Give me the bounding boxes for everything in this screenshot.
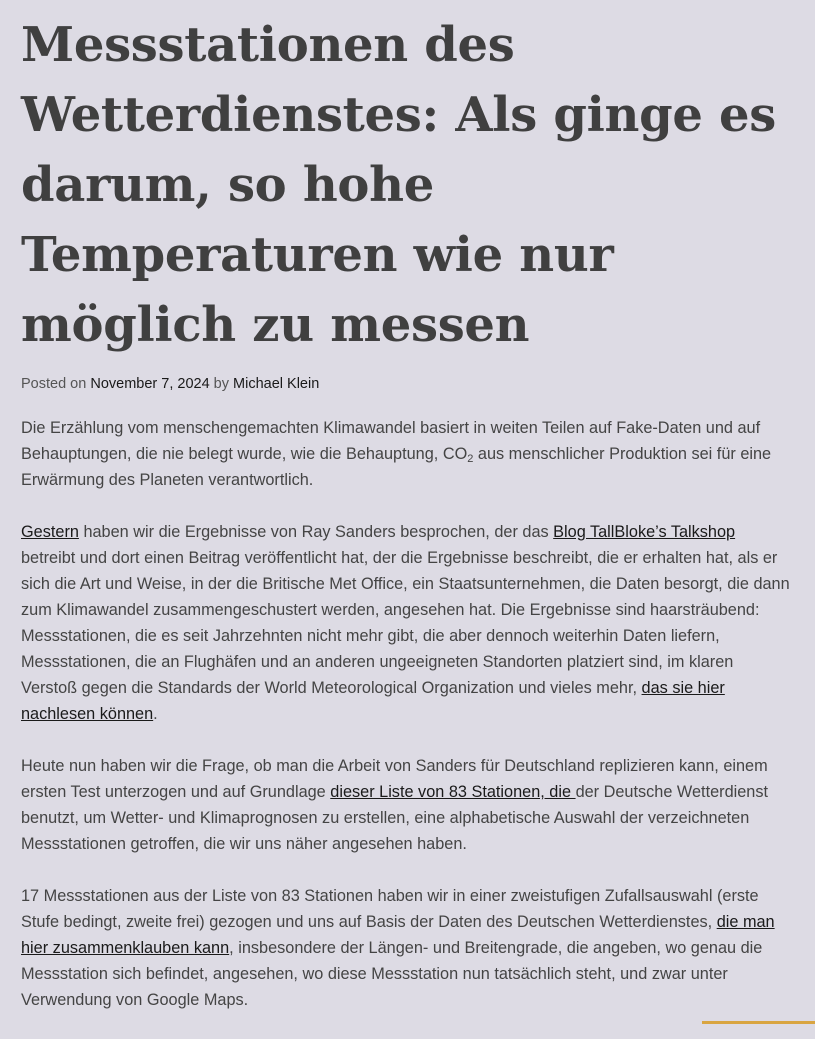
post-meta	[21, 374, 791, 394]
paragraph-1-text-b: aus menschlicher Produktion sei für eine Erwärmung des Planeten verantwortlich.	[21, 445, 772, 489]
by-label: by	[213, 376, 229, 392]
tallbloke-blog-link[interactable]: Blog TallBloke’s Talkshop	[553, 523, 736, 541]
paragraph-2-text-b: betreibt und dort einen Beitrag veröffentlicht hat, der die Ergebnisse beschreibt, die er erhalten hat, als er sich die Art und Weise, in der die Britische Met Office, ein Staatsunternehmen, die Daten besorgt, die dann zum Klimawandel zusammengeschustert werden, angesehen hat. Die Ergebnisse sind haarsträubend: Messstationen, die es seit Jahrzehnten nicht mehr gibt, die aber dennoch weiterhin Daten liefern, Messstationen, die an Flughäfen und an anderen ungeeigneten Standorten platziert sind, im klaren Verstoß gegen die Standards der World Meteorological Organization und vieles mehr,	[21, 549, 790, 697]
station-list-link[interactable]: dieser Liste von 83 Stationen, die	[330, 783, 576, 801]
paragraph-4	[21, 883, 791, 1013]
paragraph-4-text-a: 17 Messstationen aus der Liste von 83 Stationen haben wir in einer zweistufigen Zufallsauswahl (erste Stufe bedingt, zweite frei) gezogen und uns auf Basis der Daten des Deutschen Wetterdienstes,	[21, 887, 759, 931]
paragraph-2-text-c: .	[153, 705, 158, 723]
paragraph-3-text-b: der Deutsche Wetterdienst benutzt, um Wetter- und Klimaprognosen zu erstellen, eine alphabetische Auswahl der verzeichneten Messstationen getroffen, die wir uns näher angesehen haben.	[21, 783, 769, 853]
article-title: Messstationen des Wetterdienstes: Als ginge es darum, so hohe Temperaturen wie nur möglich zu messen	[21, 17, 777, 353]
article	[21, 10, 791, 1039]
paragraph-2	[21, 519, 791, 727]
paragraph-1	[21, 415, 791, 493]
author-link[interactable]: Michael Klein	[233, 376, 320, 392]
paragraph-2-text-a: haben wir die Ergebnisse von Ray Sanders besprochen, der das	[78, 523, 554, 541]
paragraph-3-text-a: Heute nun haben wir die Frage, ob man die Arbeit von Sanders für Deutschland replizieren kann, einem ersten Test unterzogen und auf Grundlage	[21, 757, 768, 801]
paragraph-3	[21, 753, 791, 857]
paragraph-1-text-a: Die Erzählung vom menschengemachten Klimawandel basiert in weiten Teilen auf Fake-Daten und auf Behauptungen, die nie belegt wurde, wie die Behauptung, CO	[21, 419, 761, 463]
paragraph-4-text-b: , insbesondere der Längen- und Breitengrade, die angeben, wo genau die Messstation sich befindet, angesehen, wo diese Messstation nun tatsächlich steht, und zwar unter Verwendung von Google Maps.	[21, 939, 763, 1009]
post-date-link[interactable]: November 7, 2024	[90, 376, 210, 392]
read-here-link[interactable]: das sie hier nachlesen können	[21, 679, 725, 723]
dwd-data-link[interactable]: die man hier zusammenklauben kann	[21, 913, 775, 957]
co2-subscript: 2	[467, 453, 474, 465]
gestern-link[interactable]: Gestern	[21, 523, 79, 541]
posted-on-label: Posted on	[21, 376, 87, 392]
article-body	[21, 415, 791, 1013]
